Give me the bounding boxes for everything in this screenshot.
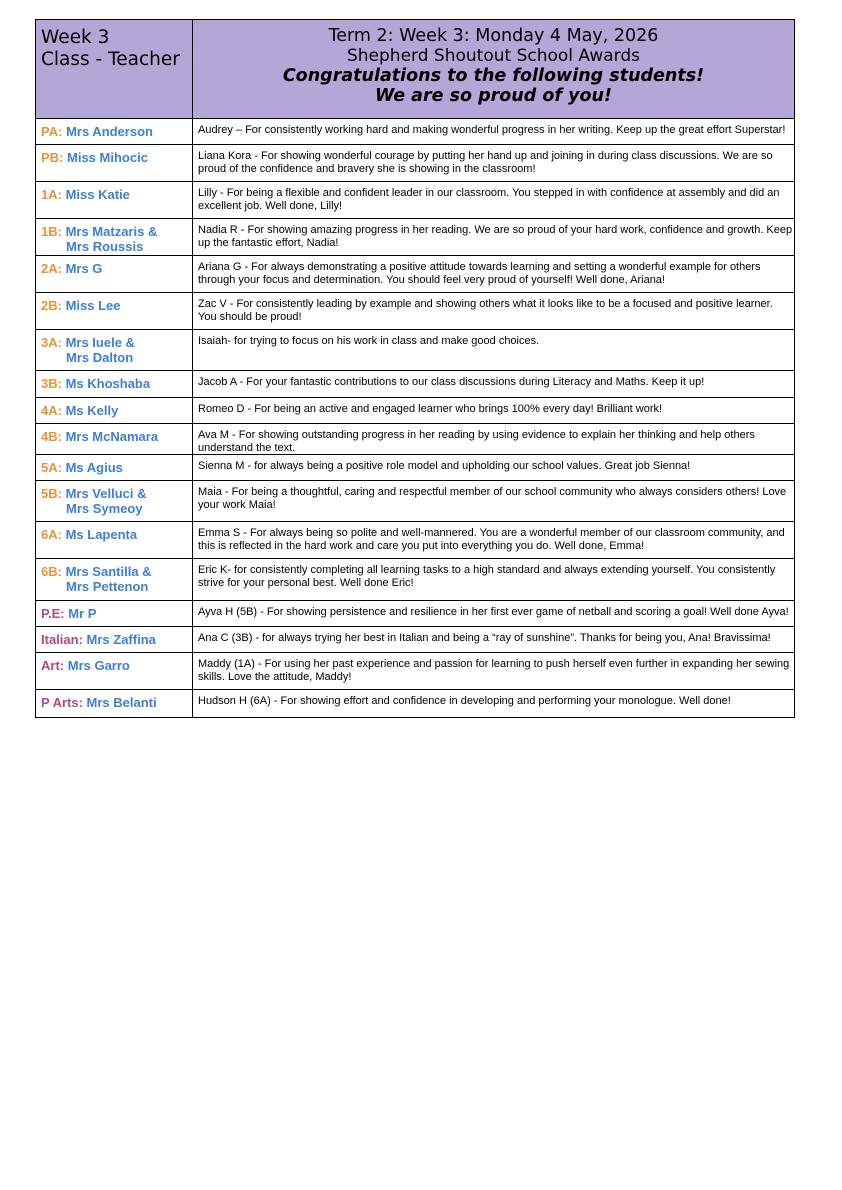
award-message-cell: [193, 293, 795, 330]
class-teacher-cell: [36, 371, 193, 398]
class-code: 1B:: [41, 224, 62, 239]
table-row: [36, 653, 795, 690]
class-teacher-cell: [36, 653, 193, 690]
class-teacher-cell: [36, 330, 193, 371]
teacher-name-second: Mrs Pettenon: [66, 579, 149, 594]
teacher-name-second: Mrs Roussis: [66, 239, 144, 254]
table-row: [36, 455, 795, 481]
table-row: [36, 330, 795, 371]
teacher-name: Mrs McNamara: [65, 429, 159, 444]
award-message-cell: [193, 481, 795, 522]
award-message: Maddy (1A) - For using her past experience and passion for learning to push herself even further in expanding her sewing skills. Love the attitude, Maddy!: [198, 658, 790, 683]
class-teacher-cell: [36, 256, 193, 293]
class-code: 3A:: [41, 335, 62, 350]
table-row: [36, 522, 795, 559]
teacher-name: Mrs Matzaris &: [65, 224, 158, 239]
awards-table: [35, 19, 795, 718]
award-message-cell: [193, 182, 795, 219]
class-teacher-cell: [36, 182, 193, 219]
class-code: PB:: [41, 150, 64, 165]
award-message: Maia - For being a thoughtful, caring and respectful member of our school community who always considers others! Love your work Maia!: [198, 486, 787, 511]
class-code: 2B:: [41, 298, 62, 313]
award-message: Ava M - For showing outstanding progress in her reading by using evidence to explain her thinking and help others understand the text.: [198, 429, 755, 454]
table-row: [36, 601, 795, 627]
awards-title: Shepherd Shoutout School Awards: [346, 46, 641, 66]
class-teacher-cell: [36, 627, 193, 653]
award-message-cell: [193, 119, 795, 145]
proud-line: We are so proud of you!: [375, 86, 612, 106]
teacher-name: Mrs Iuele &: [65, 335, 135, 350]
class-code: 2A:: [41, 261, 62, 276]
class-teacher-label: Class - Teacher: [41, 49, 180, 70]
table-row: [36, 481, 795, 522]
teacher-name-second: Mrs Symeoy: [66, 501, 143, 516]
class-teacher-cell: [36, 690, 193, 718]
header-right-cell: [193, 20, 795, 119]
class-code: 5B:: [41, 486, 62, 501]
award-message-cell: [193, 398, 795, 424]
table-row: [36, 627, 795, 653]
class-teacher-cell: [36, 145, 193, 182]
table-row: [36, 219, 795, 256]
table-row: [36, 182, 795, 219]
award-message: Jacob A - For your fantastic contributions to our class discussions during Literacy and Maths. Keep it up!: [198, 376, 705, 388]
award-message: Lilly - For being a flexible and confident leader in our classroom. You stepped in with confidence at assembly and did an excellent job. Well done, Lilly!: [198, 187, 780, 212]
class-teacher-cell: [36, 119, 193, 145]
week-label: Week 3: [41, 27, 110, 48]
class-teacher-cell: [36, 559, 193, 601]
award-message: Ayva H (5B) - For showing persistence and resilience in her first ever game of netball and scoring a goal! Well done Ayva!: [198, 606, 789, 618]
teacher-name: Miss Mihocic: [67, 150, 148, 165]
award-rows: [36, 119, 795, 718]
table-row: [36, 424, 795, 455]
teacher-name: Mrs Garro: [67, 658, 130, 673]
class-teacher-cell: [36, 293, 193, 330]
award-message-cell: [193, 559, 795, 601]
table-row: [36, 559, 795, 601]
award-message-cell: [193, 371, 795, 398]
class-teacher-cell: [36, 219, 193, 256]
teacher-name: Mrs Belanti: [86, 695, 157, 710]
class-code: 3B:: [41, 376, 62, 391]
award-message: Ana C (3B) - for always trying her best in Italian and being a “ray of sunshine”. Thanks for being you, Ana! Bravissima!: [198, 632, 771, 644]
table-row: [36, 398, 795, 424]
class-teacher-cell: [36, 522, 193, 559]
class-teacher-cell: [36, 481, 193, 522]
header-row: [36, 20, 795, 119]
class-code: 4A:: [41, 403, 62, 418]
award-message: Hudson H (6A) - For showing effort and confidence in developing and performing your monologue. Well done!: [198, 695, 731, 707]
class-code: Italian:: [41, 632, 83, 647]
congratulations-line: Congratulations to the following students!: [282, 66, 705, 86]
class-teacher-cell: [36, 398, 193, 424]
table-row: [36, 690, 795, 718]
award-message: Sienna M - for always being a positive role model and upholding our school values. Great job Sienna!: [198, 460, 691, 472]
award-message: Nadia R - For showing amazing progress in her reading. We are so proud of your hard work, confidence and growth. Keep up the fantastic effort, Nadia!: [198, 224, 793, 249]
award-message-cell: [193, 522, 795, 559]
teacher-name: Mrs Anderson: [66, 124, 153, 139]
class-code: Art:: [41, 658, 65, 673]
award-message-cell: [193, 256, 795, 293]
award-message: Zac V - For consistently leading by example and showing others what it looks like to be a focused and positive learner. You should be proud!: [198, 298, 773, 323]
term-date-title: Term 2: Week 3: Monday 4 May, 2026: [328, 26, 659, 46]
class-teacher-cell: [36, 424, 193, 455]
class-code: 6B:: [41, 564, 62, 579]
award-message: Audrey – For consistently working hard and making wonderful progress in her writing. Keep up the great effort Superstar!: [198, 124, 786, 136]
header-left-cell: [36, 20, 193, 119]
award-message-cell: [193, 455, 795, 481]
award-message: Eric K- for consistently completing all learning tasks to a high standard and always extending yourself. You consistently strive for your personal best. Well done Eric!: [198, 564, 776, 589]
award-message: Isaiah- for trying to focus on his work in class and make good choices.: [198, 335, 540, 347]
award-message-cell: [193, 653, 795, 690]
class-code: 4B:: [41, 429, 62, 444]
table-row: [36, 371, 795, 398]
teacher-name: Ms Kelly: [65, 403, 119, 418]
award-message: Ariana G - For always demonstrating a positive attitude towards learning and setting a wonderful example for others through your focus and determination. You should feel very proud of yourself! Well done, Ariana!: [198, 261, 761, 286]
award-message-cell: [193, 424, 795, 455]
table-row: [36, 293, 795, 330]
award-message-cell: [193, 330, 795, 371]
award-message: Emma S - For always being so polite and well-mannered. You are a wonderful member of our classroom community, and this is reflected in the hard work and care you put into everything you do. Well done, Emma!: [198, 527, 785, 552]
table-row: [36, 145, 795, 182]
teacher-name: Ms Lapenta: [65, 527, 138, 542]
class-code: 5A:: [41, 460, 62, 475]
class-code: P Arts:: [41, 695, 83, 710]
teacher-name: Miss Katie: [65, 187, 130, 202]
teacher-name: Mrs Santilla &: [65, 564, 152, 579]
award-message-cell: [193, 627, 795, 653]
class-code: 6A:: [41, 527, 62, 542]
award-message-cell: [193, 601, 795, 627]
award-message: Romeo D - For being an active and engaged learner who brings 100% every day! Brilliant work!: [198, 403, 663, 415]
teacher-name: Miss Lee: [65, 298, 121, 313]
award-message-cell: [193, 219, 795, 256]
award-message: Liana Kora - For showing wonderful courage by putting her hand up and joining in during class discussions. We are so proud of the confidence and bravery she is showing in the classroom!: [198, 150, 773, 175]
class-code: 1A:: [41, 187, 62, 202]
teacher-name: Mrs Velluci &: [65, 486, 147, 501]
teacher-name-second: Mrs Dalton: [66, 350, 134, 365]
teacher-name: Ms Agius: [65, 460, 123, 475]
class-code: P.E:: [41, 606, 65, 621]
class-teacher-cell: [36, 455, 193, 481]
table-row: [36, 119, 795, 145]
teacher-name: Mrs G: [65, 261, 103, 276]
class-teacher-cell: [36, 601, 193, 627]
table-row: [36, 256, 795, 293]
teacher-name: Ms Khoshaba: [65, 376, 151, 391]
teacher-name: Mr P: [68, 606, 97, 621]
award-message-cell: [193, 690, 795, 718]
class-code: PA:: [41, 124, 63, 139]
teacher-name: Mrs Zaffina: [86, 632, 156, 647]
award-message-cell: [193, 145, 795, 182]
